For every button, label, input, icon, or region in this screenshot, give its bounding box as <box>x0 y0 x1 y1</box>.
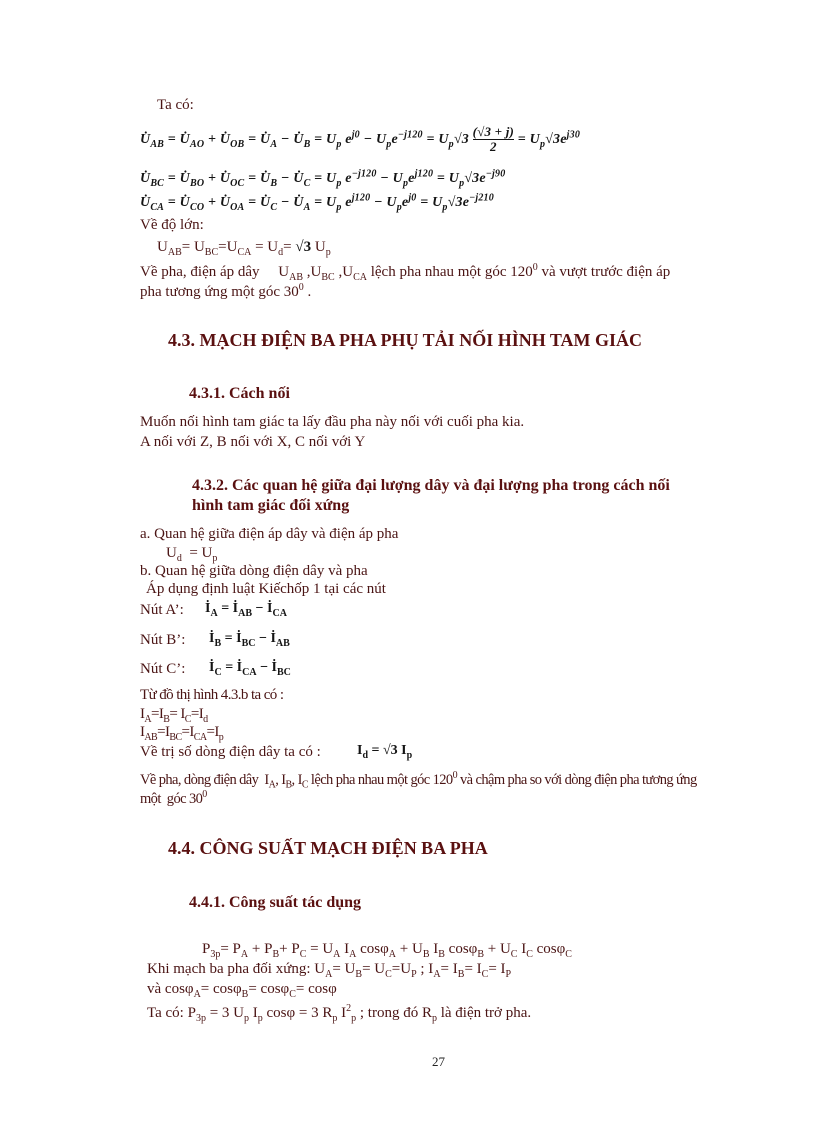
node-a-label: Nút A’: <box>140 602 184 618</box>
magnitude-equation: $U_{AB}= U_{BC}=U_{CA} = U_d= √3$ $U_p$ <box>157 239 331 258</box>
voltage-relation-title: a. Quan hệ giữa điện áp dây và điện áp pha <box>140 526 399 542</box>
current-relation-title: b. Quan hệ giữa dòng điện dây và pha <box>140 563 368 579</box>
line-currents-equation: $I_A=I_B= I_C=I_d$ <box>140 706 208 725</box>
phase-line-1: Về pha, điện áp dây $U_{AB}$ $,U_{BC}$ $,U_{CA}$ lệch pha nhau một góc $120^0$ và vượt trước điện áp <box>140 262 671 283</box>
power-formula: $P_{3p}= P_A + P_B+ P_C = U_A$ $I_A$ $\cos\varphi_A + U_B$ $I_B$ $\cos\varphi_B + U_C$ $I_C$ cosφ$_C$ <box>202 941 572 960</box>
voltage-relation-equation: $U_d = U_p$ <box>166 545 218 564</box>
section-4-3-2-title-line-1: 4.3.2. Các quan hệ giữa đại lượng dây và đại lượng pha trong cách nối <box>192 477 670 494</box>
phase-currents-equation: $I_{AB}=I_{BC}=I_{CA}=I_p$ <box>140 724 224 743</box>
section-4-3-title: 4.3. MẠCH ĐIỆN BA PHA PHỤ TẢI NỐI HÌNH TAM GIÁC <box>168 330 643 350</box>
section-4-3-2-title-line-2: hình tam giác đối xứng <box>192 497 350 514</box>
node-a-equation: $İ_A$ = $İ_{AB}$ − $İ_{CA}$ <box>205 601 287 619</box>
equation-uca: $U̇_{CA}$ = $U̇_{CO}$ + $U̇_{OA}$ = $U̇_C$ − $U̇_A = U_p$ $e^{j120} - U_pe^{j0} = U_p√3e^{-j210}$ <box>140 192 494 213</box>
node-c-equation: $İ_C$ = $İ_{CA}$ − $İ_{BC}$ <box>209 660 291 678</box>
current-phase-line-1: Về pha, dòng điện dây $I_A$, $I_B$, $I_C$ lệch pha nhau một góc $120^0$ và chậm pha so với dòng điện pha tương ứng <box>140 770 697 791</box>
section-4-4-title: 4.4. CÔNG SUẤT MẠCH ĐIỆN BA PHA <box>168 838 488 858</box>
page-number: 27 <box>432 1054 445 1069</box>
section-4-3-1-title: 4.3.1. Cách nối <box>189 385 290 402</box>
rms-current-label: Về trị số dòng điện dây ta có : <box>140 744 321 760</box>
equation-uab: $U̇_{AB}$ = $U̇_{AO}$ + $U̇_{OB}$ = $U̇_A$ − $U̇_B = U_p$ $e^{j0} - U_pe^{-j120} = U_p√3$ $\frac{(√3 + j)}{2}$ = $U_p√3e^{j30}$ <box>140 124 581 154</box>
magnitude-title: Về độ lớn: <box>140 217 204 233</box>
cos-condition: và cosφ$_A$= cosφ$_B$= cosφ$_C$= cosφ <box>147 981 337 1000</box>
kirchhoff-law-text: Áp dụng định luật Kiếchốp 1 tại các nút <box>146 581 386 597</box>
node-b-equation: $İ_B$ = $İ_{BC}$ − $İ_{AB}$ <box>209 631 290 649</box>
power-result: Ta có: $P_{3p} = 3$ $U_p$ $I_p$ cosφ = 3 $R_p$ $I^2_p$ ; trong đó $R_p$ là điện trở pha. <box>147 1003 532 1024</box>
intro-text: Ta có: <box>157 97 194 113</box>
symmetric-condition: Khi mạch ba pha đối xứng: $U_A= U_B= U_C=U_P$ ; $I_A= I_B= I_C= I_P$ <box>147 961 512 980</box>
connection-text-1: Muốn nối hình tam giác ta lấy đầu pha này nối với cuối pha kia. <box>140 414 525 430</box>
rms-current-equation: $I_d = √3$ $I_p$ <box>357 743 413 761</box>
section-4-4-1-title: 4.4.1. Công suất tác dụng <box>189 894 362 911</box>
node-c-label: Nút C’: <box>140 661 186 677</box>
current-phase-line-2: một góc $30^0$ <box>140 789 207 807</box>
node-b-label: Nút B’: <box>140 632 186 648</box>
phase-line-2: pha tương ứng một góc $30^0$ . <box>140 282 312 300</box>
connection-text-2: A nối với Z, B nối với X, C nối với Y <box>140 434 366 450</box>
equation-ubc: $U̇_{BC}$ = $U̇_{BO}$ + $U̇_{OC}$ = $U̇_B$ − $U̇_C = U_p$ $e^{-j120} - U_pe^{j120} = U_p√3e^{-j90}$ <box>140 168 506 189</box>
diagram-reference: Từ đồ thị hình 4.3.b ta có : <box>140 687 284 703</box>
